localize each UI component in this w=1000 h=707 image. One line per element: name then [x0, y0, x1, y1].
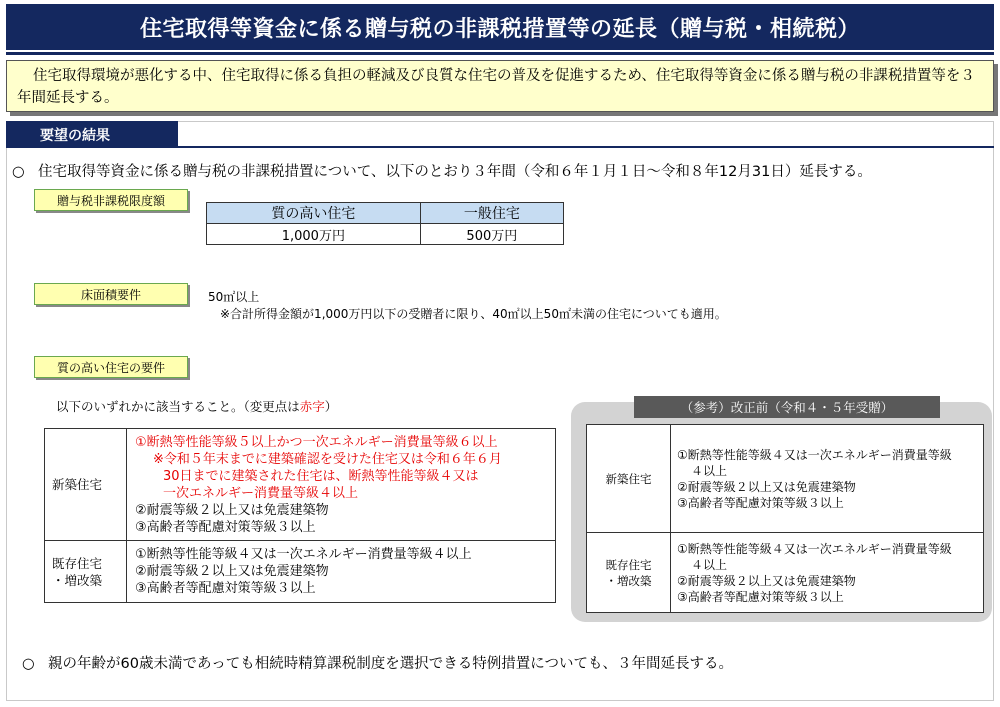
quality-label: 質の高い住宅の要件 — [34, 356, 188, 378]
req-new-item3: ③高齢者等配慮対策等級３以上 — [135, 519, 316, 535]
req-new-note-3: 一次エネルギー消費量等級４以上 — [163, 485, 359, 501]
limit-table-header-row — [207, 203, 564, 224]
limit-label: 贈与税非課税限度額 — [34, 189, 188, 211]
ref-new-item3: ③高齢者等配慮対策等級３以上 — [677, 495, 844, 510]
summary-box — [6, 60, 994, 112]
bullet-mark-2: ○ — [22, 656, 35, 672]
limit-header-general: 一般住宅 — [420, 203, 563, 224]
reference-header: （参考）改正前（令和４・５年受贈） — [634, 396, 940, 418]
reference-items-new — [671, 425, 984, 533]
section-title: 要望の結果 — [6, 121, 178, 147]
bullet-special-measure — [22, 652, 733, 673]
req-new-item1: ①断熱等性能等級５以上かつ一次エネルギー消費量等級６以上 — [135, 434, 498, 450]
quality-intro — [56, 397, 337, 415]
floor-label: 床面積要件 — [34, 283, 188, 305]
requirements-table — [44, 428, 556, 603]
quality-intro-prefix: 以下のいずれかに該当すること。（変更点は — [56, 399, 300, 414]
summary-text: 住宅取得環境が悪化する中、住宅取得に係る負担の軽減及び良質な住宅の普及を促進するため、住宅取得等資金に係る贈与税の非課税措置等を３年間延長する。 — [17, 68, 975, 106]
reference-row-new — [587, 425, 984, 533]
limit-value-high-quality: 1,000万円 — [207, 224, 421, 245]
req-existing-item2: ②耐震等級２以上又は免震建築物 — [135, 564, 329, 579]
ref-existing-item1: ①断熱等性能等級４又は一次エネルギー消費量等級 — [677, 541, 952, 556]
bullet-mark: ○ — [12, 164, 25, 180]
req-existing-item3: ③高齢者等配慮対策等級３以上 — [135, 581, 316, 596]
ref-existing-item3: ③高齢者等配慮対策等級３以上 — [677, 589, 844, 604]
ref-new-item1: ①断熱等性能等級４又は一次エネルギー消費量等級 — [677, 447, 952, 462]
requirements-items-existing — [127, 541, 556, 603]
ref-existing-label-2: ・増改築 — [605, 573, 652, 588]
bullet-extension — [12, 160, 872, 181]
quality-intro-red: 赤字 — [299, 399, 325, 414]
section-underline — [6, 146, 994, 148]
req-new-note-2: 30日までに建築された住宅は、断熱等性能等級４又は — [163, 468, 479, 484]
req-existing-label-1: 既存住宅 — [52, 555, 103, 571]
limit-header-high-quality: 質の高い住宅 — [207, 203, 421, 224]
quality-intro-suffix: ） — [324, 399, 338, 414]
requirements-row-existing — [45, 541, 556, 603]
page-title: 住宅取得等資金に係る贈与税の非課税措置等の延長（贈与税・相続税） — [6, 4, 994, 50]
reference-table — [586, 424, 984, 613]
ref-existing-item2: ②耐震等級２以上又は免震建築物 — [677, 573, 856, 588]
limit-table — [206, 202, 564, 245]
limit-value-general: 500万円 — [420, 224, 563, 245]
req-existing-label-2: ・増改築 — [52, 572, 103, 588]
ref-new-item2: ②耐震等級２以上又は免震建築物 — [677, 479, 856, 494]
ref-new-item1-cont: ４以上 — [691, 463, 728, 478]
req-new-item2: ②耐震等級２以上又は免震建築物 — [135, 502, 329, 518]
bullet-special-measure-text: 親の年齢が60歳未満であっても相続時精算課税制度を選択できる特例措置についても、３年間延長する。 — [48, 656, 734, 672]
title-underline — [6, 52, 994, 55]
ref-existing-item1-cont: ４以上 — [691, 557, 728, 572]
req-existing-item1: ①断熱等性能等級４又は一次エネルギー消費量等級４以上 — [135, 547, 472, 562]
requirements-cat-existing — [45, 541, 127, 603]
requirements-items-new — [127, 429, 556, 541]
req-new-note-1: ※令和５年末までに建築確認を受けた住宅又は令和６年６月 — [153, 451, 502, 467]
floor-value: 50㎡以上 — [208, 290, 260, 304]
bullet-extension-text: 住宅取得等資金に係る贈与税の非課税措置について、以下のとおり３年間（令和６年１月１日～令和８年12月31日）延長する。 — [38, 164, 872, 180]
limit-table-value-row — [207, 224, 564, 245]
floor-note: ※合計所得金額が1,000万円以下の受贈者に限り、40㎡以上50㎡未満の住宅についても適用。 — [220, 307, 727, 321]
reference-items-existing — [671, 533, 984, 613]
ref-existing-label-1: 既存住宅 — [605, 557, 652, 572]
requirements-row-new — [45, 429, 556, 541]
reference-cat-existing — [587, 533, 671, 613]
reference-cat-new: 新築住宅 — [587, 425, 671, 533]
reference-row-existing — [587, 533, 984, 613]
requirements-cat-new: 新築住宅 — [45, 429, 127, 541]
